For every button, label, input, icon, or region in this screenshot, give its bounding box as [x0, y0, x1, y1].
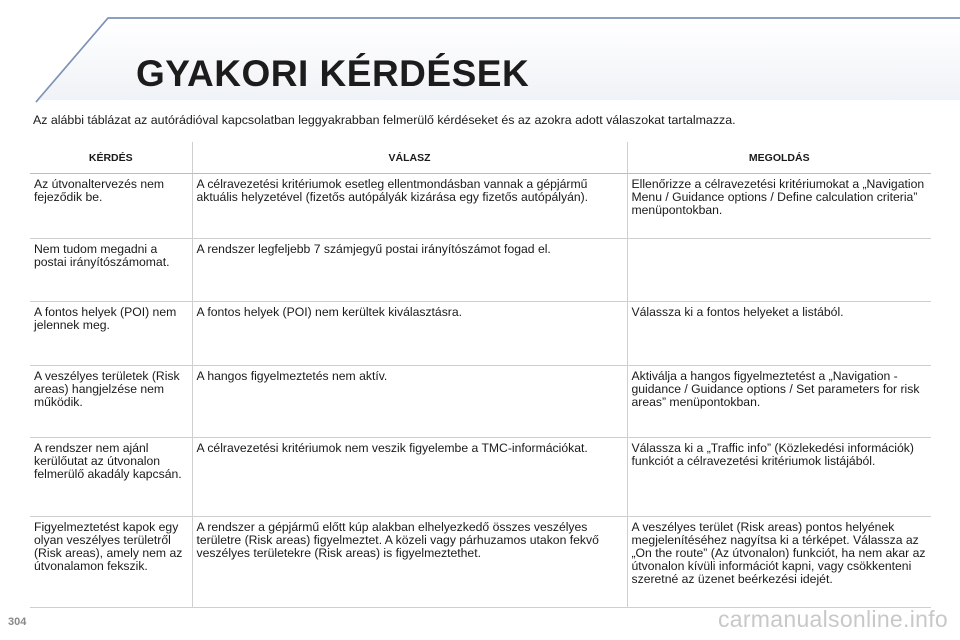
- watermark: carmanualsonline.info: [717, 606, 948, 632]
- question-cell: Az útvonaltervezés nem fejeződik be.: [30, 174, 192, 239]
- question-cell: A fontos helyek (POI) nem jelennek meg.: [30, 302, 192, 366]
- answer-cell: A célravezetési kritériumok esetleg ellentmondásban vannak a gépjármű aktuális helyzetével (fizetős autópályák kizárása egy fizetős autópályán).: [192, 174, 627, 239]
- question-cell: Figyelmeztetést kapok egy olyan veszélyes területről (Risk areas), amely nem az útvonalamon fekszik.: [30, 517, 192, 608]
- question-cell: A rendszer nem ajánl kerülőutat az útvonalon felmerülő akadály kapcsán.: [30, 438, 192, 517]
- table-row: [30, 366, 931, 438]
- solution-cell: Ellenőrizze a célravezetési kritériumokat a „Navigation Menu / Guidance options / Define calculation criteria” menüpontokban.: [627, 174, 931, 239]
- table-row: [30, 239, 931, 302]
- answer-cell: A fontos helyek (POI) nem kerültek kiválasztásra.: [192, 302, 627, 366]
- question-cell: Nem tudom megadni a postai irányítószámomat.: [30, 239, 192, 302]
- column-header-solution: MEGOLDÁS: [627, 142, 931, 174]
- answer-cell: A rendszer a gépjármű előtt kúp alakban elhelyezkedő összes veszélyes területre (Risk areas) figyelmeztet. A közeli vagy párhuzamos utakon fekvő veszélyes területekre (Risk areas) is figyelmeztethet.: [192, 517, 627, 608]
- solution-cell: A veszélyes terület (Risk areas) pontos helyének megjelenítéséhez nagyítsa ki a térképet. Válassza az „On the route” (Az útvonalon) funkciót, ha nem akar az útvonalon kívüli információt kapni, vagy csökkenteni szeretné az üzenet beérkezési idejét.: [627, 517, 931, 608]
- answer-cell: A hangos figyelmeztetés nem aktív.: [192, 366, 627, 438]
- intro-text: Az alábbi táblázat az autórádióval kapcsolatban leggyakrabban felmerülő kérdéseket és az azokra adott válaszokat tartalmazza.: [33, 113, 736, 127]
- table-header-row: [30, 142, 931, 174]
- table-row: [30, 302, 931, 366]
- table-row: [30, 438, 931, 517]
- solution-cell: Válassza ki a „Traffic info” (Közlekedési információk) funkciót a célravezetési kritériumok listájából.: [627, 438, 931, 517]
- answer-cell: A célravezetési kritériumok nem veszik figyelembe a TMC-információkat.: [192, 438, 627, 517]
- answer-cell: A rendszer legfeljebb 7 számjegyű postai irányítószámot fogad el.: [192, 239, 627, 302]
- table-row: [30, 517, 931, 608]
- page-title: GYAKORI KÉRDÉSEK: [136, 53, 530, 94]
- solution-cell: Aktiválja a hangos figyelmeztetést a „Navigation - guidance / Guidance options / Set parameters for risk areas” menüpontokban.: [627, 366, 931, 438]
- solution-cell: [627, 239, 931, 302]
- faq-table: [30, 142, 931, 608]
- column-header-answer: VÁLASZ: [192, 142, 627, 174]
- table-row: [30, 174, 931, 239]
- column-header-question: KÉRDÉS: [30, 142, 192, 174]
- page-number: 304: [8, 616, 27, 628]
- solution-cell: Válassza ki a fontos helyeket a listából.: [627, 302, 931, 366]
- question-cell: A veszélyes területek (Risk areas) hangjelzése nem működik.: [30, 366, 192, 438]
